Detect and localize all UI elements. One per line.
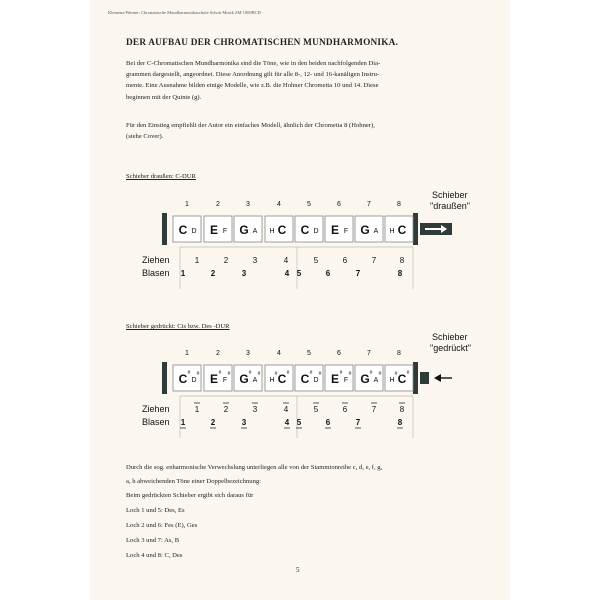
lower-line: a, h abweichenden Töne einer Doppelbezeichnung: <box>126 478 261 485</box>
diagram2-blow-number: 3 <box>241 418 247 427</box>
diagram2-slider-label: "gedrückt" <box>430 343 471 353</box>
diagram1-draw-note: A <box>252 228 258 235</box>
diagram1-draw-note: F <box>222 228 228 235</box>
diagram1-blow-note: C <box>300 223 310 237</box>
diagram2-hole-number: 6 <box>337 350 341 357</box>
diagram2-sharp-mark: # <box>196 371 200 377</box>
diagram1-draw-number: 6 <box>342 256 348 265</box>
diagram2-draw-number: 7 <box>371 405 377 414</box>
diagram1-draw-note: A <box>373 228 379 235</box>
diagram2-blow-number: 4 <box>284 418 290 427</box>
lower-line: Loch 3 und 7: As, B <box>126 537 180 544</box>
diagram2-draw-number: 6 <box>342 405 348 414</box>
diagram2-draw-note: D <box>191 377 197 384</box>
diagram1-blow-note: C <box>178 223 188 237</box>
diagram1-blow-number: 7 <box>355 269 361 278</box>
diagram1-draw-number: 5 <box>313 256 319 265</box>
diagram2-hole-number: 3 <box>246 350 250 357</box>
diagram1-blow-note: E <box>330 223 340 237</box>
diagram2-draw-note: H <box>389 377 395 384</box>
diagram1-draw-number: 7 <box>371 256 377 265</box>
diagram2-blow-note: E <box>330 372 340 386</box>
diagram1-blow-note: C <box>397 223 407 237</box>
diagram2-draw-number: 4 <box>283 405 289 414</box>
diagram2-blow-note: C <box>397 372 407 386</box>
diagram2-sharp-mark: # <box>318 371 322 377</box>
diagram1-blow-number: 5 <box>296 269 302 278</box>
diagram2-blow-note: C <box>178 372 188 386</box>
diagram2-hole-number: 1 <box>185 350 189 357</box>
intro-line: mente. Eine Ausnahme bilden einige Modelle, wie z.B. die Hohner Chrometta 10 und 14. Diese <box>126 82 379 90</box>
intro-line: Bei der C-Chromatischen Mundharmonika sind die Töne, wie in den beiden nachfolgenden Dia- <box>126 60 381 67</box>
diagram2-draw-number: 8 <box>399 405 405 414</box>
diagram1-blow-note: C <box>277 223 287 237</box>
diagram2-draw-number: 2 <box>223 405 229 414</box>
diagram2-slider-bar <box>420 372 429 384</box>
diagram2-heading: Schieber gedrückt: Cis bzw. Des -DUR <box>126 323 230 330</box>
diagram1-blow-note: E <box>209 223 219 237</box>
diagram1-heading: Schieber draußen: C-DUR <box>126 173 196 180</box>
diagram2-blow-number: 8 <box>397 418 403 427</box>
diagram2-blow-note: C <box>277 372 287 386</box>
diagram2-sharp-mark: # <box>274 371 278 377</box>
diagram2-hole-number: 7 <box>367 350 371 357</box>
diagram2-draw-number: 1 <box>194 405 200 414</box>
diagram1-blow-note: G <box>360 223 370 237</box>
diagram2-draw-note: A <box>252 377 258 384</box>
diagram1-hole-number: 1 <box>185 201 189 208</box>
diagram2-hole-number: 2 <box>216 350 220 357</box>
diagram2-slider-label: Schieber <box>432 332 468 342</box>
diagram2-draw-note: D <box>313 377 319 384</box>
diagram1-draw-number: 2 <box>223 256 229 265</box>
diagram1-blow-number: 3 <box>241 269 247 278</box>
diagram1-draw-note: F <box>343 228 349 235</box>
diagram2-blow-number: 7 <box>355 418 361 427</box>
diagram1-blow-note: G <box>239 223 249 237</box>
diagram2-right-endcap <box>413 362 418 394</box>
diagram2-blow-label: Blasen <box>142 417 170 427</box>
diagram2-slider-arrow-head <box>434 374 441 382</box>
diagram1-hole-number: 7 <box>367 201 371 208</box>
diagram1-blow-label: Blasen <box>142 268 170 278</box>
diagram1-hole-number: 6 <box>337 201 341 208</box>
diagram1-blow-number: 1 <box>180 269 186 278</box>
diagram1-hole-number: 3 <box>246 201 250 208</box>
diagram2-draw-number: 5 <box>313 405 319 414</box>
diagram2-hole-number: 4 <box>277 350 281 357</box>
tip-line: (siehe Cover). <box>126 133 164 141</box>
diagram2-draw-note: A <box>373 377 379 384</box>
diagram1-draw-number: 4 <box>283 256 289 265</box>
diagram2-blow-note: G <box>360 372 370 386</box>
diagram1-right-endcap <box>413 213 418 245</box>
diagram1-hole-number: 8 <box>397 201 401 208</box>
diagram2-sharp-mark: # <box>286 370 290 376</box>
diagram2-draw-note: F <box>343 377 349 384</box>
diagram2-sharp-mark: # <box>394 371 398 377</box>
diagram1-draw-note: H <box>269 228 275 235</box>
diagram2-blow-number: 5 <box>296 418 302 427</box>
diagram2-draw-number: 3 <box>252 405 258 414</box>
lower-line: Loch 4 und 8: C, Des <box>126 552 183 559</box>
diagram1-draw-note: H <box>389 228 395 235</box>
diagram2-sharp-mark: # <box>369 370 373 376</box>
diagram1-draw-number: 3 <box>252 256 258 265</box>
diagram1-blow-number: 8 <box>397 269 403 278</box>
diagram2-blow-number: 6 <box>325 418 331 427</box>
diagram2-blow-note: E <box>209 372 219 386</box>
diagram1-slider-label: "draußen" <box>430 201 470 211</box>
diagram1-draw-number: 1 <box>194 256 200 265</box>
lower-line: Loch 2 und 6: Fes (E), Ges <box>126 522 198 529</box>
diagram2-sharp-mark: # <box>406 370 410 376</box>
diagram2-hole-number: 8 <box>397 350 401 357</box>
intro-line: grammen dargestellt, angeordnet. Diese Anordnung gilt für alle 8-, 12- und 16-kanäligen Instru- <box>126 71 380 79</box>
diagram1-slider-label: Schieber <box>432 190 468 200</box>
diagram2-sharp-mark: # <box>248 370 252 376</box>
diagram1-blow-number: 4 <box>284 269 290 278</box>
lower-line: Loch 1 und 5: Des, Es <box>126 507 185 514</box>
diagram2-blow-note: C <box>300 372 310 386</box>
diagram1-draw-number: 8 <box>399 256 405 265</box>
diagram1-draw-note: D <box>313 228 319 235</box>
diagram2-blow-note: G <box>239 372 249 386</box>
diagram1-draw-label: Ziehen <box>142 255 170 265</box>
diagram1-hole-number: 4 <box>277 201 281 208</box>
diagram2-draw-note: F <box>222 377 228 384</box>
diagram2-sharp-mark: # <box>257 371 261 377</box>
lower-line: Beim gedrückten Schieber ergibt sich daraus für <box>126 492 254 499</box>
diagram2-draw-note: H <box>269 377 275 384</box>
diagram2-blow-number: 1 <box>180 418 186 427</box>
diagram2-sharp-mark: # <box>187 370 191 376</box>
diagram1-blow-number: 6 <box>325 269 331 278</box>
diagram2-sharp-mark: # <box>309 370 313 376</box>
page-title: DER AUFBAU DER CHROMATISCHEN MUNDHARMONIKA. <box>126 38 399 48</box>
diagram1-draw-note: D <box>191 228 197 235</box>
diagram2-draw-label: Ziehen <box>142 404 170 414</box>
diagram2-sharp-mark: # <box>218 370 222 376</box>
tip-line: Für den Einstieg empfiehlt der Autor ein einfaches Modell, ähnlich der Chrometta 8 (Hohner), <box>126 122 375 129</box>
diagram2-blow-number: 2 <box>210 418 216 427</box>
diagram2-sharp-mark: # <box>378 371 382 377</box>
diagram2-left-endcap <box>162 362 167 394</box>
diagram1-hole-number: 5 <box>307 201 311 208</box>
diagram1-blow-number: 2 <box>210 269 216 278</box>
page-number: 5 <box>296 566 300 574</box>
intro-line: beginnen mit der Quinte (g). <box>126 93 202 101</box>
diagram2-sharp-mark: # <box>339 370 343 376</box>
lower-line: Durch die sog. enharmonische Verwechslung unterliegen alle von der Stammtonreihe c, d, e, f, g, <box>126 464 383 471</box>
diagram1-left-endcap <box>162 213 167 245</box>
diagram2-hole-number: 5 <box>307 350 311 357</box>
diagram2-sharp-mark: # <box>227 371 231 377</box>
running-header: Klemenz/Werner: Chromatische Mundharmonikaschule Schott Musik SM 1000BCD <box>108 10 261 15</box>
diagram1-hole-number: 2 <box>216 201 220 208</box>
diagram2-sharp-mark: # <box>348 371 352 377</box>
